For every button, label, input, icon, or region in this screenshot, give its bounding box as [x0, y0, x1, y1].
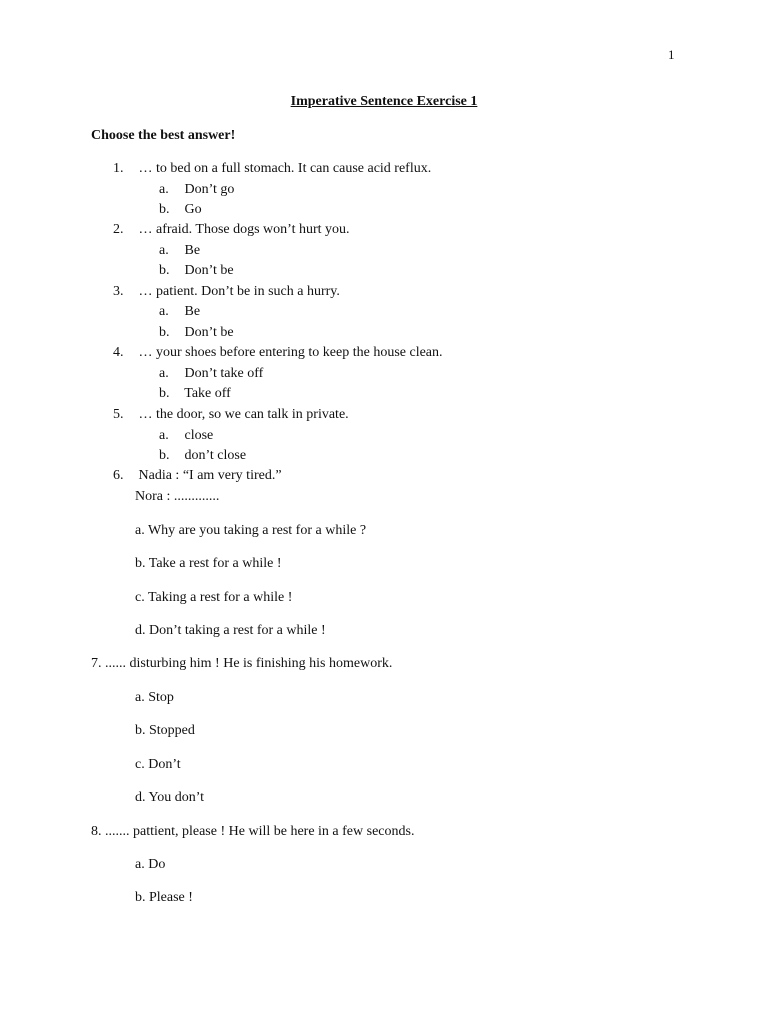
option-2b: [159, 262, 234, 280]
option-3a: [159, 303, 200, 321]
option-letter: a.: [159, 428, 169, 443]
option-6c: c. Taking a rest for a while !: [135, 590, 293, 605]
option-6a: a. Why are you taking a rest for a while ?: [135, 523, 367, 538]
option-6d: d. Don’t taking a rest for a while !: [135, 623, 326, 638]
option-4b: [159, 385, 231, 403]
document-title: Imperative Sentence Exercise 1: [290, 94, 478, 109]
option-5a: [159, 427, 213, 445]
option-letter: a.: [159, 243, 169, 258]
question-5: [113, 406, 349, 424]
option-letter: a.: [159, 304, 169, 319]
question-7: 7. ...... disturbing him ! He is finishing his homework.: [91, 656, 393, 671]
question-text: … patient. Don’t be in such a hurry.: [138, 284, 340, 299]
option-letter: a.: [159, 366, 169, 381]
question-number: 2.: [113, 222, 124, 237]
option-text: Be: [184, 243, 201, 258]
question-line-1: Nadia : “I am very tired.”: [138, 468, 282, 483]
question-3: [113, 283, 340, 301]
option-letter: b.: [159, 448, 170, 463]
option-letter: b.: [159, 386, 170, 401]
option-text: Go: [184, 202, 202, 217]
option-letter: b.: [159, 202, 170, 217]
question-2: [113, 221, 350, 239]
option-letter: b.: [159, 263, 170, 278]
option-7c: c. Don’t: [135, 757, 181, 772]
option-8b: b. Please !: [135, 890, 193, 905]
question-6-line-2: Nora : .............: [135, 489, 220, 504]
option-7b: b. Stopped: [135, 723, 195, 738]
question-number: 6.: [113, 468, 124, 483]
option-text: close: [184, 428, 214, 443]
question-text: … afraid. Those dogs won’t hurt you.: [138, 222, 350, 237]
option-text: Don’t be: [184, 325, 234, 340]
option-7d: d. You don’t: [135, 790, 204, 805]
option-letter: b.: [159, 325, 170, 340]
question-number: 3.: [113, 284, 124, 299]
page-number: 1: [668, 47, 675, 62]
option-1a: [159, 181, 234, 199]
option-2a: [159, 242, 200, 260]
option-text: Don’t go: [184, 182, 235, 197]
question-6: [113, 467, 282, 485]
instruction-text: Choose the best answer!: [91, 128, 236, 143]
question-number: 5.: [113, 407, 124, 422]
question-number: 1.: [113, 161, 124, 176]
option-text: Don’t be: [184, 263, 234, 278]
question-number: 4.: [113, 345, 124, 360]
question-text: … the door, so we can talk in private.: [138, 407, 349, 422]
option-1b: [159, 201, 202, 219]
option-4a: [159, 365, 263, 383]
option-text: Don’t take off: [184, 366, 264, 381]
option-text: Be: [184, 304, 201, 319]
option-8a: a. Do: [135, 857, 166, 872]
option-7a: a. Stop: [135, 690, 174, 705]
question-8: 8. ....... pattient, please ! He will be here in a few seconds.: [91, 824, 415, 839]
option-6b: b. Take a rest for a while !: [135, 556, 282, 571]
option-letter: a.: [159, 182, 169, 197]
option-text: don’t close: [184, 448, 247, 463]
question-text: … your shoes before entering to keep the house clean.: [138, 345, 443, 360]
question-1: [113, 160, 431, 178]
question-4: [113, 344, 443, 362]
option-3b: [159, 324, 234, 342]
question-text: … to bed on a full stomach. It can cause acid reflux.: [138, 161, 432, 176]
option-text: Take off: [184, 386, 231, 401]
option-5b: [159, 447, 246, 465]
